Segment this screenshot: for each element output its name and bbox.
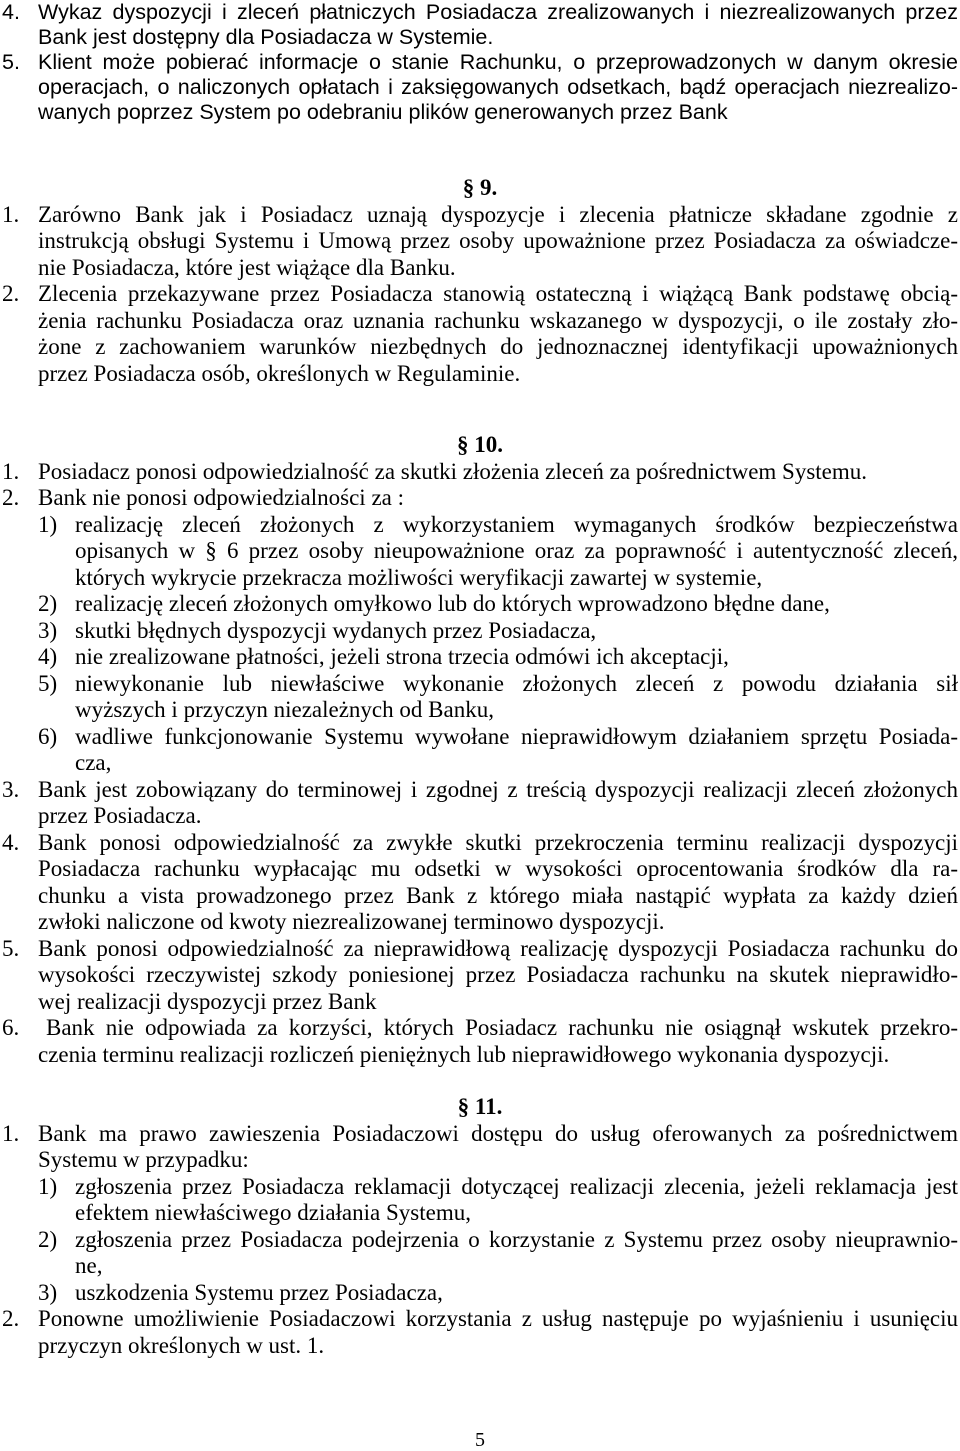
text-line: wanych poprzez System po odebraniu plików generowanych przez Bank: [38, 100, 728, 124]
list-item: [2, 936, 958, 1016]
item-number: 5.: [2, 935, 20, 961]
sub-item-number: 1): [38, 511, 58, 537]
text-line: skutki błędnych dyspozycji wydanych przez Posiadacza,: [75, 617, 597, 643]
text-line: czenia terminu realizacji rozliczeń pieniężnych lub nieprawidłowego wykonania dyspozycji.: [38, 1041, 890, 1067]
sub-item: [38, 1174, 958, 1227]
item-number: 1.: [2, 201, 20, 227]
text-line: operacjach, o naliczonych opłatach i zaksięgowanych odsetkach, bądź operacjach niezrealizo-: [38, 75, 958, 99]
text-line: Systemu w przypadku:: [38, 1147, 249, 1172]
text-line: wyższych i przyczyn niezależnych od Banku,: [75, 697, 494, 722]
section-9: [2, 175, 958, 387]
sub-item: [38, 671, 958, 724]
text-line: Posiadacz ponosi odpowiedzialność za skutki złożenia zleceń za pośrednictwem Systemu.: [38, 458, 868, 484]
section-heading: § 10.: [457, 432, 503, 457]
text-line: opisanych w § 6 przez osoby nieupoważnione oraz za poprawność i autentyczność zleceń,: [75, 538, 958, 563]
item-number: 1.: [2, 458, 20, 484]
list-item: [2, 202, 958, 282]
sub-item-number: 2): [38, 591, 58, 616]
text-line: wej realizacji dyspozycji przez Bank: [38, 988, 377, 1014]
list-item: [2, 0, 958, 50]
text-line: nie Posiadacza, które jest wiążące dla Banku.: [38, 254, 456, 280]
text-line: cza,: [75, 750, 112, 775]
text-line: wadliwe funkcjonowanie Systemu wywołane nieprawidłowym działaniem sprzętu Posiada-: [75, 723, 958, 749]
item-number: 1.: [2, 1120, 20, 1146]
text-line: zgłoszenia przez Posiadacza reklamacji dotyczącej realizacji zlecenia, jeżeli reklamacja jest: [75, 1173, 958, 1199]
list-item: [2, 1015, 958, 1068]
item-number: 4.: [2, 829, 20, 855]
item-number: 2.: [2, 485, 20, 510]
text-line: Zlecenia przekazywane przez Posiadacza stanowią ostateczną i wiążącą Bank podstawę obcią-: [38, 281, 958, 306]
item-number: 2.: [2, 1306, 20, 1331]
section-11: [2, 1094, 958, 1359]
item-number: 3.: [2, 776, 20, 802]
list-item: [2, 50, 958, 125]
text-line: Zarówno Bank jak i Posiadacz uznają dyspozycje i zlecenia płatnicze składane zgodnie z: [38, 201, 958, 227]
item-number: 5.: [2, 50, 20, 74]
sub-item-number: 4): [38, 644, 58, 669]
text-line: Bank ma prawo zawieszenia Posiadaczowi dostępu do usług oferowanych za pośrednictwem: [38, 1120, 958, 1146]
text-line: których wykrycie przekracza możliwości weryfikacji zawartej w systemie,: [75, 564, 763, 590]
text-line: niewykonanie lub niewłaściwe wykonanie złożonych zleceń z powodu działania sił: [75, 670, 958, 696]
text-line: ne,: [75, 1253, 103, 1278]
list-item: [2, 459, 958, 486]
list-item: [2, 281, 958, 387]
sub-item: [38, 644, 958, 671]
text-line: nie zrealizowane płatności, jeżeli strona trzecia odmówi ich akceptacji,: [75, 644, 729, 669]
text-line: Bank ponosi odpowiedzialność za zwykłe skutki przekroczenia terminu realizacji dyspozycji: [38, 829, 958, 855]
text-line: żenia rachunku Posiadacza oraz uznania rachunku wskazanego w dyspozycji, o ile zostały zło-: [38, 307, 958, 333]
sub-item: [38, 724, 958, 777]
text-line: Bank nie odpowiada za korzyści, których Posiadacz rachunku nie osiągnął wskutek przekro-: [46, 1015, 958, 1040]
sub-item: [38, 1280, 958, 1307]
sub-item: [38, 591, 958, 618]
text-line: realizację zleceń złożonych z wykorzystaniem wymaganych środków bezpieczeństwa: [75, 511, 958, 537]
text-line: Bank jest dostępny dla Posiadacza w Systemie.: [38, 25, 494, 49]
sub-item-number: 3): [38, 617, 58, 643]
text-line: realizację zleceń złożonych omyłkowo lub do których wprowadzono błędne dane,: [75, 591, 830, 616]
text-line: Klient może pobierać informacje o stanie Rachunku, o przeprowadzonych w danym okresie: [38, 50, 958, 74]
sub-item-number: 2): [38, 1226, 58, 1252]
text-line: Bank jest zobowiązany do terminowej i zgodnej z treścią dyspozycji realizacji zleceń złożonych: [38, 776, 958, 802]
text-line: przez Posiadacza.: [38, 803, 202, 828]
sub-item-number: 1): [38, 1173, 58, 1199]
text-line: instrukcją obsługi Systemu i Umową przez osoby upoważnione przez Posiadacza za oświadcze-: [38, 228, 958, 253]
item-number: 4.: [2, 0, 20, 24]
text-line: efektem niewłaściwego działania Systemu,: [75, 1200, 471, 1225]
text-line: chunku a vista prowadzonego przez Bank z którego miała nastąpić wypłata za każdy dzień: [38, 882, 958, 908]
text-line: Posiadacza rachunku wypłacając mu odsetki w wysokości oprocentowania środków dla ra-: [38, 856, 958, 881]
text-line: żone z zachowaniem warunków niezbędnych do jednoznacznej identyfikacji upoważnionych: [38, 334, 958, 359]
sub-item: [38, 618, 958, 645]
sub-item: [38, 512, 958, 592]
list-item: [2, 1121, 958, 1307]
text-line: Bank nie ponosi odpowiedzialności za :: [38, 485, 405, 510]
sub-item-number: 5): [38, 670, 58, 696]
text-line: Bank ponosi odpowiedzialność za nieprawidłową realizację dyspozycji Posiadacza rachunku do: [38, 935, 958, 961]
section-intro: [2, 0, 958, 125]
list-item: [2, 1306, 958, 1359]
list-item: [2, 777, 958, 830]
list-item: [2, 485, 958, 777]
sub-item-number: 6): [38, 723, 58, 749]
page-number: 5: [475, 1429, 485, 1451]
text-line: wysokości rzeczywistej szkody poniesionej przez Posiadacza rachunku na skutek nieprawidło-: [38, 962, 958, 987]
text-line: przez Posiadacza osób, określonych w Regulaminie.: [38, 360, 521, 386]
item-number: 6.: [2, 1015, 20, 1040]
list-item: [2, 830, 958, 936]
item-number: 2.: [2, 281, 20, 306]
section-heading: § 9.: [462, 175, 498, 200]
text-line: przyczyn określonych w ust. 1.: [38, 1332, 325, 1358]
sub-item-number: 3): [38, 1279, 58, 1305]
sub-item: [38, 1227, 958, 1280]
text-line: zgłoszenia przez Posiadacza podejrzenia o korzystanie z Systemu przez osoby nieuprawnio-: [75, 1226, 958, 1252]
text-line: Ponowne umożliwienie Posiadaczowi korzystania z usług następuje po wyjaśnieniu i usunięciu: [38, 1306, 958, 1331]
text-line: Wykaz dyspozycji i zleceń płatniczych Posiadacza zrealizowanych i niezrealizowanych przez: [38, 0, 958, 24]
text-line: uszkodzenia Systemu przez Posiadacza,: [75, 1279, 443, 1305]
section-heading: § 11.: [457, 1094, 503, 1119]
section-10: [2, 432, 958, 1068]
text-line: zwłoki naliczone od kwoty niezrealizowanej terminowo dyspozycji.: [38, 909, 665, 934]
